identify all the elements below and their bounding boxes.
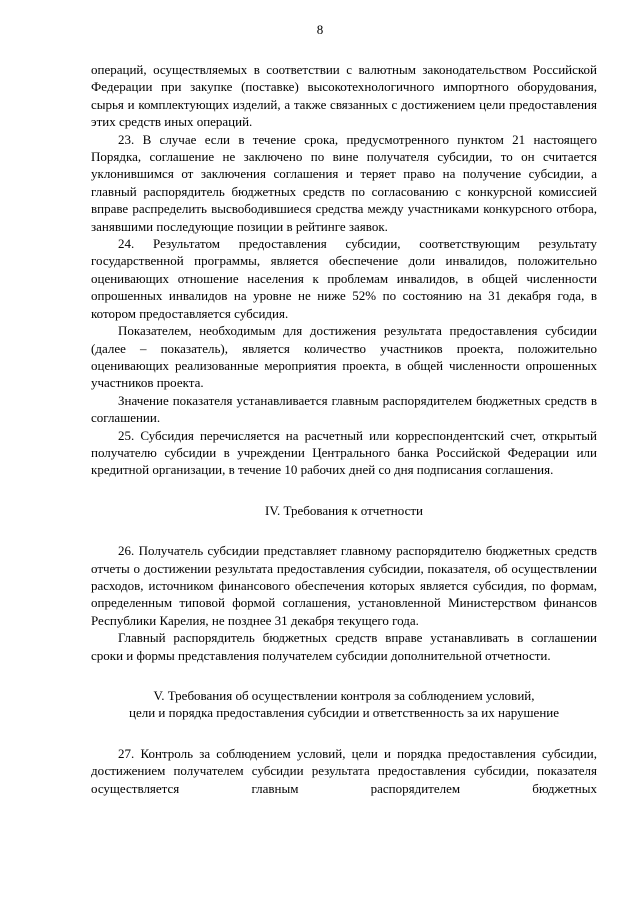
section-heading-v xyxy=(91,687,597,722)
paragraph-27: 27. Контроль за соблюдением условий, цели и порядка предоставления субсидии, достижением получателем субсидии результата предоставления субсидии, показателя осуществляется главным распорядителем бюджетных xyxy=(91,745,597,796)
page-content xyxy=(91,61,597,797)
paragraph-continuation: операций, осуществляемых в соответствии с валютным законодательством Российской Федерации при закупке (поставке) высокотехнологичного импортного оборудования, сырья и комплектующих изделий, а также связанных с достижением цели предоставления этих средств иных операций. xyxy=(91,62,597,130)
paragraph-indicator-value: Значение показателя устанавливается главным распорядителем бюджетных средств в соглашении. xyxy=(91,392,597,426)
paragraph-25: 25. Субсидия перечисляется на расчетный или корреспондентский счет, открытый получателю субсидии в учреждении Центрального банка Российской Федерации или кредитной организации, в течение 10 рабочих дней со дня подписания соглашения. xyxy=(91,427,597,478)
page-number: 8 xyxy=(316,22,324,37)
section-heading-v-line1: V. Требования об осуществлении контроля за соблюдением условий, xyxy=(153,688,535,703)
section-heading-iv: IV. Требования к отчетности xyxy=(264,502,423,518)
paragraph-26: 26. Получатель субсидии представляет главному распорядителю бюджетных средств отчеты о достижении результата предоставления субсидии, показателя, об осуществлении расходов, источником финансового обеспечения которых является субсидия, по формам, определенным типовой формой соглашения, установленной Министерством финансов Республики Карелия, не позднее 31 декабря текущего года. xyxy=(91,543,597,628)
paragraph-23: 23. В случае если в течение срока, предусмотренного пунктом 21 настоящего Порядка, соглашение не заключено по вине получателя субсидии, то он считается уклонившимся от заключения соглашения и теряет право на получение субсидии, а главный распорядитель бюджетных средств по согласованию с конкурсной комиссией вправе распределить высвободившиеся средства между участниками конкурсного отбора, занявшими последующие позиции в рейтинге заявок. xyxy=(91,131,597,234)
paragraph-24: 24. Результатом предоставления субсидии, соответствующим результату государственной программы, является обеспечение доли инвалидов, положительно оценивающих отношение населения к проблемам инвалидов, в общей численности опрошенных инвалидов на уровне не ниже 52% по состоянию на 31 декабря года, в котором предоставляется субсидия. xyxy=(91,236,597,321)
paragraph-indicator: Показателем, необходимым для достижения результата предоставления субсидии (далее – показатель), является количество участников проекта, положительно оценивающих реализованные мероприятия проекта, в общей численности опрошенных участников проекта. xyxy=(91,323,597,391)
paragraphs-section-v xyxy=(91,745,597,797)
paragraphs-section-iv xyxy=(91,542,597,664)
section-heading-v-line2: цели и порядка предоставления субсидии и ответственность за их нарушение xyxy=(128,705,560,721)
paragraph-additional-reporting: Главный распорядитель бюджетных средств вправе устанавливать в соглашении сроки и формы представления получателем субсидии дополнительной отчетности. xyxy=(91,630,597,663)
paragraphs-before xyxy=(91,61,597,479)
